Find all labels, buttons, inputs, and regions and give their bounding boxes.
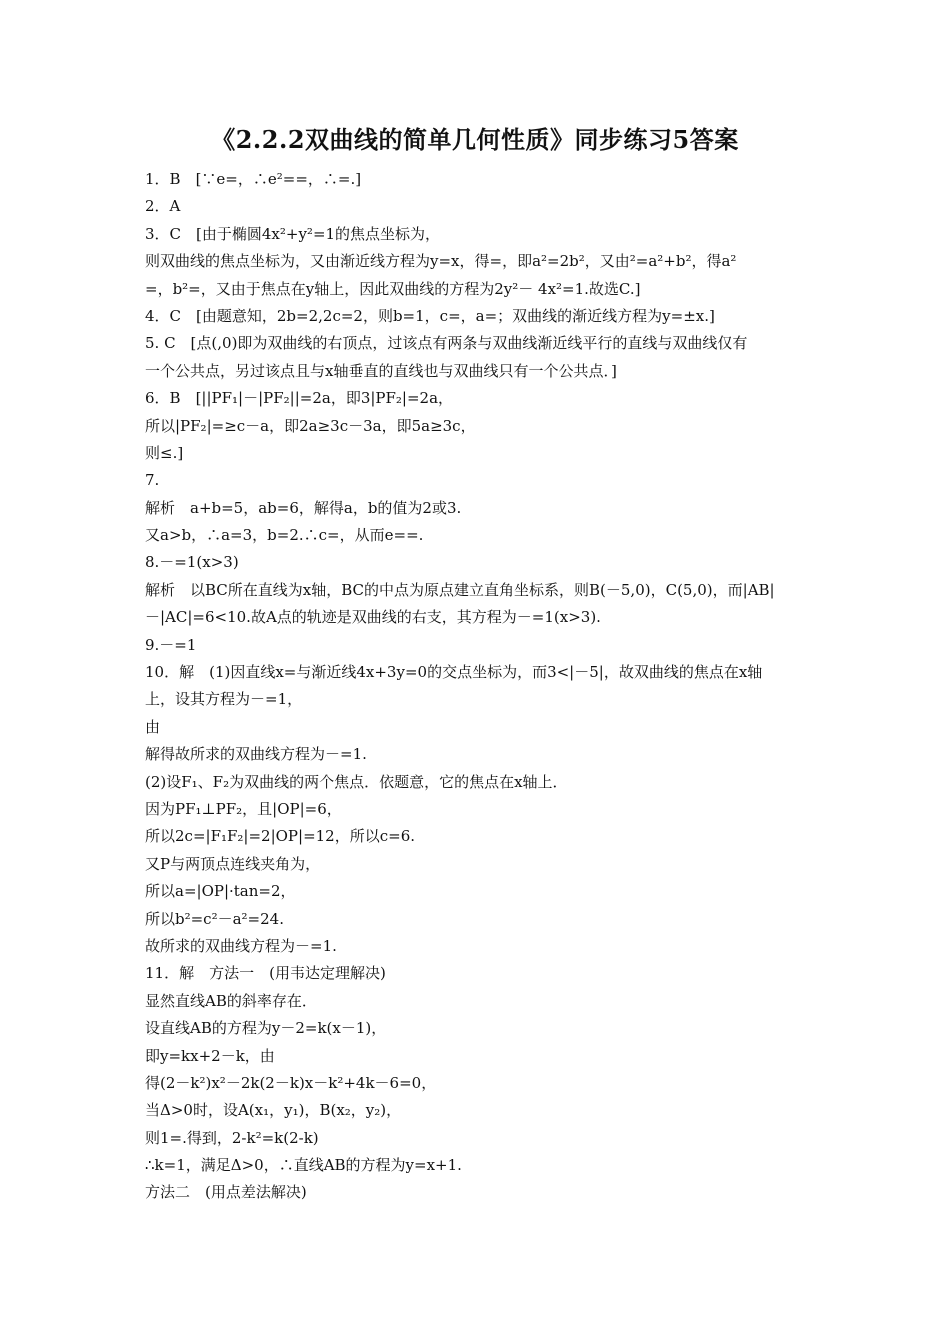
text-line: 显然直线AB的斜率存在． xyxy=(145,991,317,1010)
text-line: 9.－=1 xyxy=(145,635,197,654)
text-line: 所以a=|OP|·tan=2， xyxy=(145,882,296,901)
text-line: 则1=.得到，2-k²=k(2-k) xyxy=(145,1128,319,1147)
text-line: 由 xyxy=(145,717,161,736)
text-line: 则≤.] xyxy=(145,443,184,462)
text-line: 4．C [由题意知，2b=2,2c=2，则b=1，c=，a=；双曲线的渐近线方程为y=±x.] xyxy=(145,306,715,325)
text-line: ∴k=1，满足Δ>0，∴直线AB的方程为y=x+1. xyxy=(145,1156,462,1175)
text-line: 11．解 方法一 (用韦达定理解决) xyxy=(145,964,386,983)
text-line: 即y=kx+2－k，由 xyxy=(145,1046,275,1065)
text-line: 得(2－k²)x²－2k(2－k)x－k²+4k－6=0， xyxy=(145,1073,437,1092)
text-line: 3．C [由于椭圆4x²+y²=1的焦点坐标为， xyxy=(145,224,441,243)
text-line: 解析 a+b=5，ab=6，解得a，b的值为2或3. xyxy=(145,498,462,517)
text-line: 一个公共点，另过该点且与x轴垂直的直线也与双曲线只有一个公共点．] xyxy=(145,361,617,380)
text-line: 5. C [点(,0)即为双曲线的右顶点，过该点有两条与双曲线渐近线平行的直线与双曲线仅有 xyxy=(145,334,748,353)
text-line: 所以2c=|F₁F₂|=2|OP|=12，所以c=6. xyxy=(145,827,416,846)
text-line: 8.－=1(x>3) xyxy=(145,553,239,572)
answer-text-block xyxy=(145,166,815,1207)
text-line: 因为PF₁⊥PF₂，且|OP|=6， xyxy=(145,799,342,818)
text-line: 所以|PF₂|=≥c－a，即2a≥3c－3a，即5a≥3c， xyxy=(145,416,476,435)
text-line: 10．解 (1)因直线x=与渐近线4x+3y=0的交点坐标为，而3<|－5|，故双曲线的焦点在x轴 xyxy=(145,663,763,682)
text-line: (2)设F₁、F₂为双曲线的两个焦点．依题意，它的焦点在x轴上． xyxy=(145,772,568,791)
text-line: 方法二 (用点差法解决) xyxy=(145,1183,307,1202)
text-line: 上，设其方程为－=1， xyxy=(145,690,303,709)
text-line: 7. xyxy=(145,471,160,490)
text-line: 解析 以BC所在直线为x轴，BC的中点为原点建立直角坐标系，则B(－5,0)，C(5,0)，而|AB| xyxy=(145,580,775,599)
document-title: 《2.2.2双曲线的简单几何性质》同步练习5答案 xyxy=(211,125,739,154)
text-line: 6．B [||PF₁|－|PF₂||=2a，即3|PF₂|=2a， xyxy=(145,389,454,408)
text-line: 又P与两顶点连线夹角为， xyxy=(145,854,321,873)
text-line: 所以b²=c²－a²=24. xyxy=(145,909,284,928)
text-line: －|AC|=6<10.故A点的轨迹是双曲线的右支，其方程为－=1(x>3). xyxy=(145,608,601,627)
text-line: 设直线AB的方程为y－2=k(x－1)， xyxy=(145,1019,387,1038)
text-line: 故所求的双曲线方程为－=1. xyxy=(145,936,337,955)
text-line: 则双曲线的焦点坐标为，又由渐近线方程为y=x，得=，即a²=2b²，又由²=a²+b²，得a² xyxy=(145,252,737,271)
text-line: 又a>b，∴a=3，b=2.∴c=，从而e==. xyxy=(145,526,424,545)
text-line: =，b²=，又由于焦点在y轴上，因此双曲线的方程为2y²－ 4x²=1.故选C.] xyxy=(145,279,641,298)
text-line: 1．B [∵e=，∴e²==，∴=.] xyxy=(145,170,362,188)
text-line: 2．A xyxy=(145,197,181,216)
text-line: 解得故所求的双曲线方程为－=1. xyxy=(145,745,367,764)
text-line: 当Δ>0时，设A(x₁，y₁)，B(x₂，y₂)， xyxy=(145,1101,402,1120)
